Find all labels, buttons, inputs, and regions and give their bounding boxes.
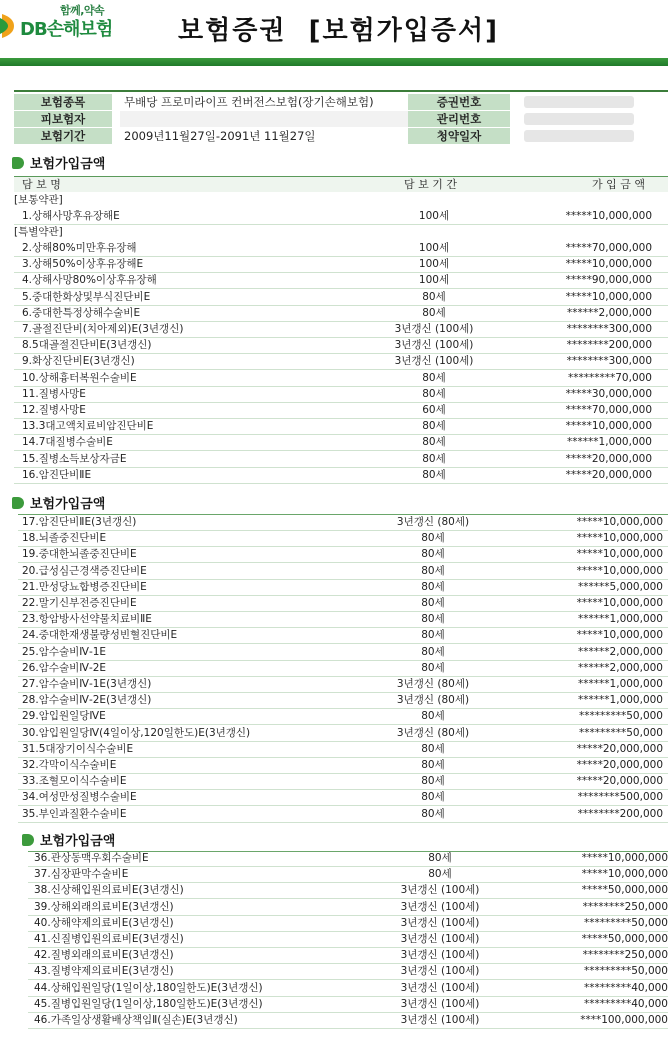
coverage-amount: *****50,000,000 [581,933,668,945]
coverage-period: 60세 [422,404,446,416]
table-row [18,676,668,692]
row-divider [14,483,668,484]
coverage-amount: *****10,000,000 [565,210,652,222]
table-row [28,850,668,866]
table-row [14,386,668,402]
table-row [18,611,668,627]
coverage-period: 80세 [421,742,445,755]
coverage-period: 80세 [421,629,445,642]
document-header [0,0,668,58]
coverage-name: 30.암입원일당Ⅳ(4일이상,120일한도)E(3년갱신) [22,726,251,739]
coverage-amount: *****10,000,000 [576,629,663,642]
table-row [14,467,668,483]
coverage-name: 17.암진단비ⅡE(3년갱신) [22,516,137,528]
table-row [14,451,668,467]
coverage-name: 45.질병입원일당(1일이상,180일한도)E(3년갱신) [34,997,263,1010]
coverage-amount: ******1,000,000 [578,613,663,626]
coverage-period: 3년갱신 (100세) [400,965,480,978]
coverage-amount: *****20,000,000 [576,742,663,755]
section-heading-2 [12,496,105,514]
section-bullet-icon [12,157,24,169]
logo-slogan: 함께,약속 [60,4,105,17]
period-label: 보험기간 [14,128,112,144]
coverage-amount: ******2,000,000 [567,306,652,319]
coverage-name: 3.상해50%이상후유장해E [22,258,144,271]
coverage-amount: *********50,000 [579,710,663,723]
coverage-name: 31.5대장기이식수술비E [22,742,134,755]
table-row [14,272,668,288]
coverage-name: 16.암진단비ⅡE [22,468,92,481]
coverage-amount: *****50,000,000 [581,884,668,897]
coverage-name: 5.중대한화상및부식진단비E [22,290,151,303]
coverage-name: 13.3대고액치료비암진단비E [22,420,154,433]
logo-name: DB손해보험 [20,19,113,40]
group-label-basic: [보통약관] [14,194,63,206]
coverage-amount: *********40,000 [584,997,668,1010]
coverage-period: 100세 [418,242,450,254]
section-bullet-icon [22,834,34,846]
coverage-name: 36.관상동맥우회수술비E [34,852,149,864]
coverage-amount: *****10,000,000 [565,420,652,433]
table-row [18,514,668,530]
coverage-name: 24.중대한재생불량성빈혈진단비E [22,629,178,642]
coverage-amount: *********70,000 [568,371,652,384]
coverage-amount: *****10,000,000 [576,516,663,528]
table-row [28,899,668,915]
coverage-name: 22.말기신부전증진단비E [22,597,137,609]
table-row [18,644,668,660]
coverage-period: 80세 [422,371,446,384]
coverage-name: 28.암수술비Ⅳ-2E(3년갱신) [22,694,152,707]
coverage-period: 80세 [421,759,445,771]
info-row-period [14,128,668,144]
coverage-name: 15.질병소득보상자금E [22,452,127,465]
coverage-amount: *****70,000,000 [565,242,652,254]
coverage-period: 80세 [422,306,446,319]
table-row [14,208,668,224]
table-row [18,660,668,676]
table-row [14,289,668,305]
coverage-amount: *****10,000,000 [581,868,668,881]
coverage-period: 80세 [422,420,446,433]
coverage-amount: *****20,000,000 [565,468,652,481]
table-row [14,305,668,321]
coverage-amount: *****10,000,000 [565,258,652,271]
coverage-name: 44.상해입원일당(1일이상,180일한도)E(3년갱신) [34,981,263,994]
table-row [18,773,668,789]
section-title: 보험가입금액 [40,834,116,849]
coverage-period: 3년갱신 (80세) [396,516,470,528]
table-row [18,789,668,805]
coverage-period: 80세 [421,548,445,561]
coverage-name: 25.암수술비Ⅳ-1E [22,645,107,658]
coverage-amount: ********500,000 [577,791,663,804]
group-label-special: [특별약관] [14,226,63,238]
coverage-name: 14.7대질병수술비E [22,436,113,449]
coverage-period: 3년갱신 (100세) [400,900,480,913]
page-title: 보험증권 [보험가입증서] [178,16,500,46]
table-row [28,915,668,931]
coverage-period: 100세 [418,258,450,271]
col-name-header: 담 보 명 [22,178,61,191]
db-logo-icon [0,12,16,40]
table-row [28,882,668,898]
coverage-period: 80세 [428,868,452,881]
coverage-name: 7.골절진단비(치아제외)E(3년갱신) [22,323,184,335]
table-row [18,741,668,757]
coverage-name: 35.부인과질환수술비E [22,807,127,820]
table-row [14,321,668,337]
coverage-name: 46.가족일상생활배상책임Ⅱ(실손)E(3년갱신) [34,1014,238,1026]
coverage-period: 80세 [421,597,445,609]
coverage-name: 37.심장판막수술비E [34,868,129,881]
table-row [28,963,668,979]
coverage-amount: ********250,000 [582,949,668,962]
coverage-name: 23.항암방사선약물치료비ⅡE [22,613,152,626]
table-row [14,370,668,386]
coverage-period: 80세 [421,775,445,788]
coverage-amount: *****70,000,000 [565,404,652,416]
coverage-name: 10.상해흉터복원수술비E [22,371,137,384]
coverage-amount: ******1,000,000 [567,436,652,449]
coverage-name: 41.신질병입원의료비E(3년갱신) [34,933,184,945]
section-heading-3 [22,833,115,851]
coverage-period: 80세 [421,532,445,545]
coverage-amount: *****10,000,000 [576,597,663,609]
coverage-period: 80세 [421,661,445,674]
table-header [14,176,668,192]
coverage-name: 8.5대골절진단비E(3년갱신) [22,339,152,352]
coverage-period: 80세 [421,710,445,723]
coverage-name: 27.암수술비Ⅳ-1E(3년갱신) [22,678,152,690]
product-value: 무배당 프로미라이프 컨버전스보험(장기손해보험) [124,95,374,109]
coverage-period: 80세 [422,290,446,303]
coverage-amount: *********40,000 [584,981,668,994]
coverage-name: 43.질병약제의료비E(3년갱신) [34,965,174,978]
coverage-amount: ********200,000 [577,807,663,820]
coverage-amount: ******2,000,000 [578,661,663,674]
table-row [18,806,668,822]
coverage-period: 3년갱신 (100세) [394,323,474,335]
table-row [18,757,668,773]
coverage-period: 3년갱신 (100세) [400,997,480,1010]
table-row [28,947,668,963]
coverage-period: 3년갱신 (100세) [394,355,474,368]
coverage-amount: *********50,000 [584,965,668,978]
coverage-period: 3년갱신 (100세) [400,933,480,945]
coverage-period: 80세 [421,564,445,577]
coverage-period: 80세 [422,452,446,465]
table-row [14,240,668,256]
coverage-amount: *****10,000,000 [576,548,663,561]
coverage-name: 12.질병사망E [22,404,86,416]
row-divider [18,822,668,823]
coverage-period: 80세 [421,807,445,820]
table-row [28,980,668,996]
coverage-name: 29.암입원일당ⅣE [22,710,106,723]
coverage-amount: ********250,000 [582,900,668,913]
section-bullet-icon [12,497,24,509]
coverage-amount: ********200,000 [566,339,652,352]
table-row [18,692,668,708]
coverage-period: 100세 [418,210,450,222]
table-row [14,353,668,369]
coverage-amount: *****10,000,000 [576,532,663,545]
coverage-amount: ********300,000 [566,355,652,368]
coverage-name: 32.각막이식수술비E [22,759,117,771]
policy-info [14,90,668,142]
info-row-insured [14,111,668,127]
coverage-period: 100세 [418,274,450,287]
coverage-amount: *****20,000,000 [565,452,652,465]
col-amount-header: 가 입 금 액 [592,178,645,191]
insured-label: 피보험자 [14,111,112,127]
section-title: 보험가입금액 [30,497,106,512]
coverage-amount: *********50,000 [579,726,663,739]
coverage-name: 18.뇌졸중진단비E [22,532,107,545]
coverage-amount: *********50,000 [584,916,668,929]
coverage-period: 3년갱신 (100세) [400,916,480,929]
coverage-period: 3년갱신 (100세) [400,949,480,962]
manage-no-label: 관리번호 [408,111,510,127]
coverage-period: 80세 [422,387,446,400]
coverage-period: 80세 [421,645,445,658]
coverage-period: 80세 [428,852,452,864]
section-title: 보험가입금액 [30,157,106,172]
coverage-period: 3년갱신 (100세) [400,981,480,994]
coverage-amount: *****20,000,000 [576,759,663,771]
coverage-name: 42.질병외래의료비E(3년갱신) [34,949,174,962]
table-row [14,256,668,272]
table-row [18,627,668,643]
coverage-amount: *****10,000,000 [565,290,652,303]
coverage-amount: *****10,000,000 [581,852,668,864]
product-label: 보험종목 [14,94,112,110]
coverage-period: 3년갱신 (80세) [396,678,470,690]
coverage-name: 20.급성심근경색증진단비E [22,564,147,577]
coverage-name: 11.질병사망E [22,387,86,400]
coverage-period: 80세 [421,791,445,804]
table-row [14,434,668,450]
coverage-period: 3년갱신 (100세) [400,1014,480,1026]
table-row [18,530,668,546]
coverage-amount: ******5,000,000 [578,580,663,593]
coverage-name: 33.조혈모이식수술비E [22,775,127,788]
coverage-name: 4.상해사망80%이상후유장해 [22,274,157,287]
coverage-period: 3년갱신 (80세) [396,726,470,739]
contract-date-label: 청약일자 [408,128,510,144]
redacted-manage-no [524,113,634,125]
coverage-amount: *****90,000,000 [565,274,652,287]
coverage-amount: *****10,000,000 [576,564,663,577]
table-row [28,866,668,882]
col-period-header: 담 보 기 간 [404,178,457,191]
section-heading-1 [12,156,105,174]
coverage-name: 19.중대한뇌졸중진단비E [22,548,137,561]
coverage-amount: ********300,000 [566,323,652,335]
coverage-period: 3년갱신 (80세) [396,694,470,707]
row-divider [28,1028,668,1029]
coverage-amount: *****30,000,000 [565,387,652,400]
coverage-period: 80세 [421,580,445,593]
coverage-name: 21.만성당뇨합병증진단비E [22,580,147,593]
table-row [18,595,668,611]
table-row [14,402,668,418]
coverage-amount: ******1,000,000 [578,678,663,690]
coverage-amount: *****20,000,000 [576,775,663,788]
coverage-name: 2.상해80%미만후유장해 [22,242,137,254]
info-row-product [14,94,668,110]
coverage-amount: ****100,000,000 [580,1014,668,1026]
coverage-name: 9.화상진단비E(3년갱신) [22,355,135,368]
table-row [28,1012,668,1028]
coverage-name: 40.상해약제의료비E(3년갱신) [34,916,174,929]
table-row [14,418,668,434]
policy-no-label: 증권번호 [408,94,510,110]
coverage-amount: ******1,000,000 [578,694,663,707]
table-row [14,337,668,353]
coverage-name: 6.중대한특정상해수술비E [22,306,141,319]
table-row [18,708,668,724]
table-row [18,579,668,595]
coverage-period: 80세 [422,468,446,481]
coverage-name: 26.암수술비Ⅳ-2E [22,661,107,674]
coverage-name: 34.여성만성질병수술비E [22,791,137,804]
coverage-name: 1.상해사망후유장해E [22,210,120,222]
redacted-insured [120,111,410,127]
header-divider [0,58,668,66]
redacted-contract-date [524,130,634,142]
coverage-name: 38.신상해입원의료비E(3년갱신) [34,884,184,897]
table-row [18,725,668,741]
table-row [28,931,668,947]
redacted-policy-no [524,96,634,108]
table-row [28,996,668,1012]
coverage-amount: ******2,000,000 [578,645,663,658]
coverage-period: 80세 [422,436,446,449]
table-row [18,546,668,562]
db-logo [0,2,130,46]
period-value: 2009년11월27일-2091년 11월27일 [124,129,316,143]
coverage-name: 39.상해외래의료비E(3년갱신) [34,900,174,913]
coverage-period: 3년갱신 (100세) [394,339,474,352]
coverage-period: 80세 [421,613,445,626]
table-row [18,563,668,579]
coverage-period: 3년갱신 (100세) [400,884,480,897]
